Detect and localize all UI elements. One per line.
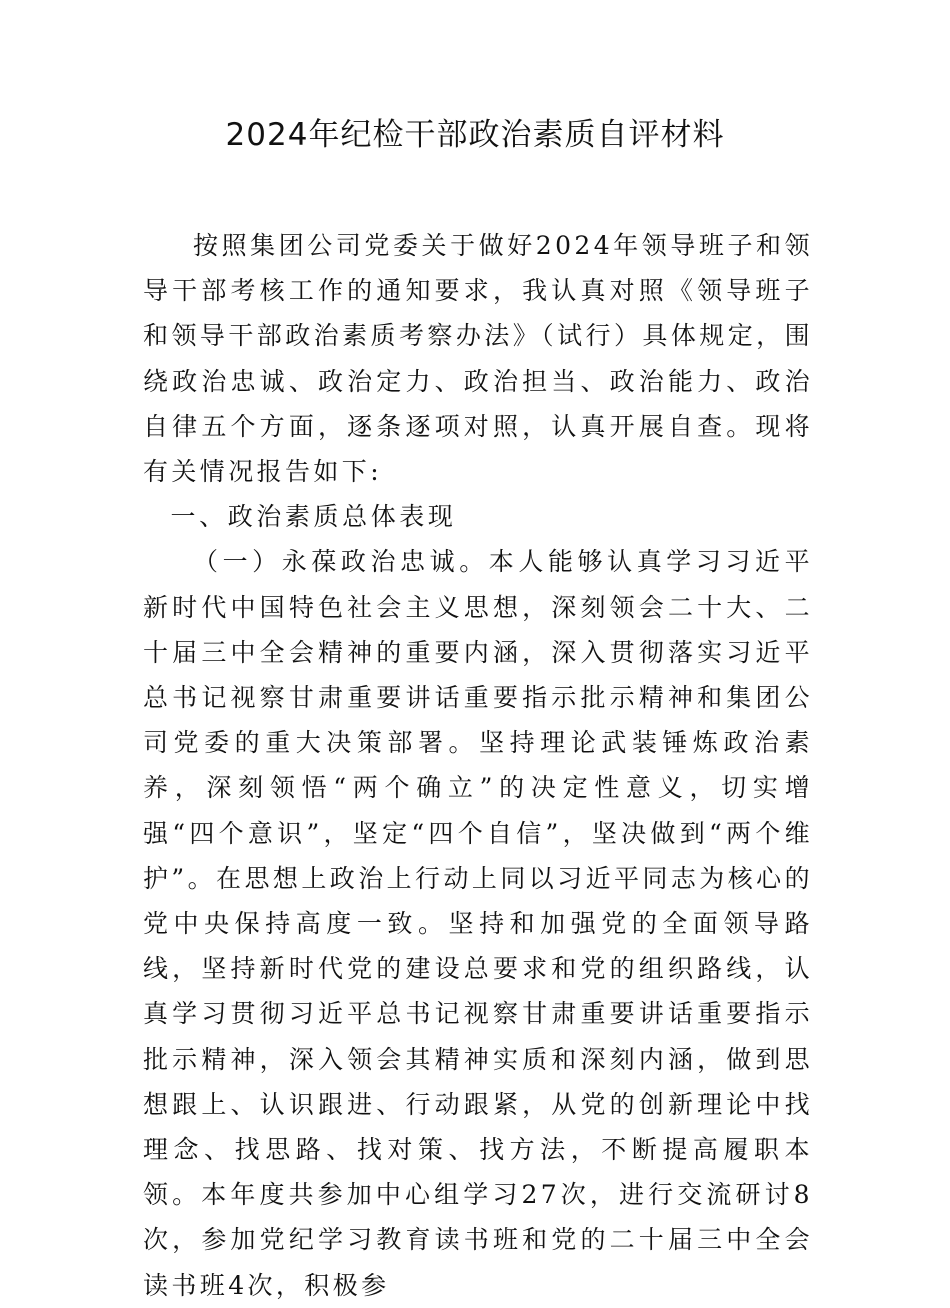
body-paragraph: （一）永葆政治忠诚。本人能够认真学习习近平新时代中国特色社会主义思想，深刻领会二十大、二十届三中全会精神的重要内涵，深入贯彻落实习近平总书记视察甘肃重要讲话重要指示批示精神和集团公司党委的重大决策部署。坚持理论武装锤炼政治素养，深刻领悟“两个确立”的决定性意义，切实增强“四个意识”，坚定“四个自信”，坚决做到“两个维护”。在思想上政治上行动上同以习近平同志为核心的党中央保持高度一致。坚持和加强党的全面领导路线，坚持新时代党的建设总要求和党的组织路线，认真学习贯彻习近平总书记视察甘肃重要讲话重要指示批示精神，深入领会其精神实质和深刻内涵，做到思想跟上、认识跟进、行动跟紧，从党的创新理论中找理念、找思路、找对策、找方法，不断提高履职本领。本年度共参加中心组学习27次，进行交流研讨8次，参加党纪学习教育读书班和党的二十届三中全会读书班4次，积极参: [143, 547, 813, 1300]
intro-paragraph: 按照集团公司党委关于做好2024年领导班子和领导干部考核工作的通知要求，我认真对照《领导班子和领导干部政治素质考察办法》（试行）具体规定，围绕政治忠诚、政治定力、政治担当、政治能力、政治自律五个方面，逐条逐项对照，认真开展自查。现将有关情况报告如下:: [143, 231, 813, 487]
document-title: 2024年纪检干部政治素质自评材料: [225, 117, 725, 153]
section-heading: 一、政治素质总体表现: [170, 502, 457, 532]
document-body: [143, 223, 813, 1308]
